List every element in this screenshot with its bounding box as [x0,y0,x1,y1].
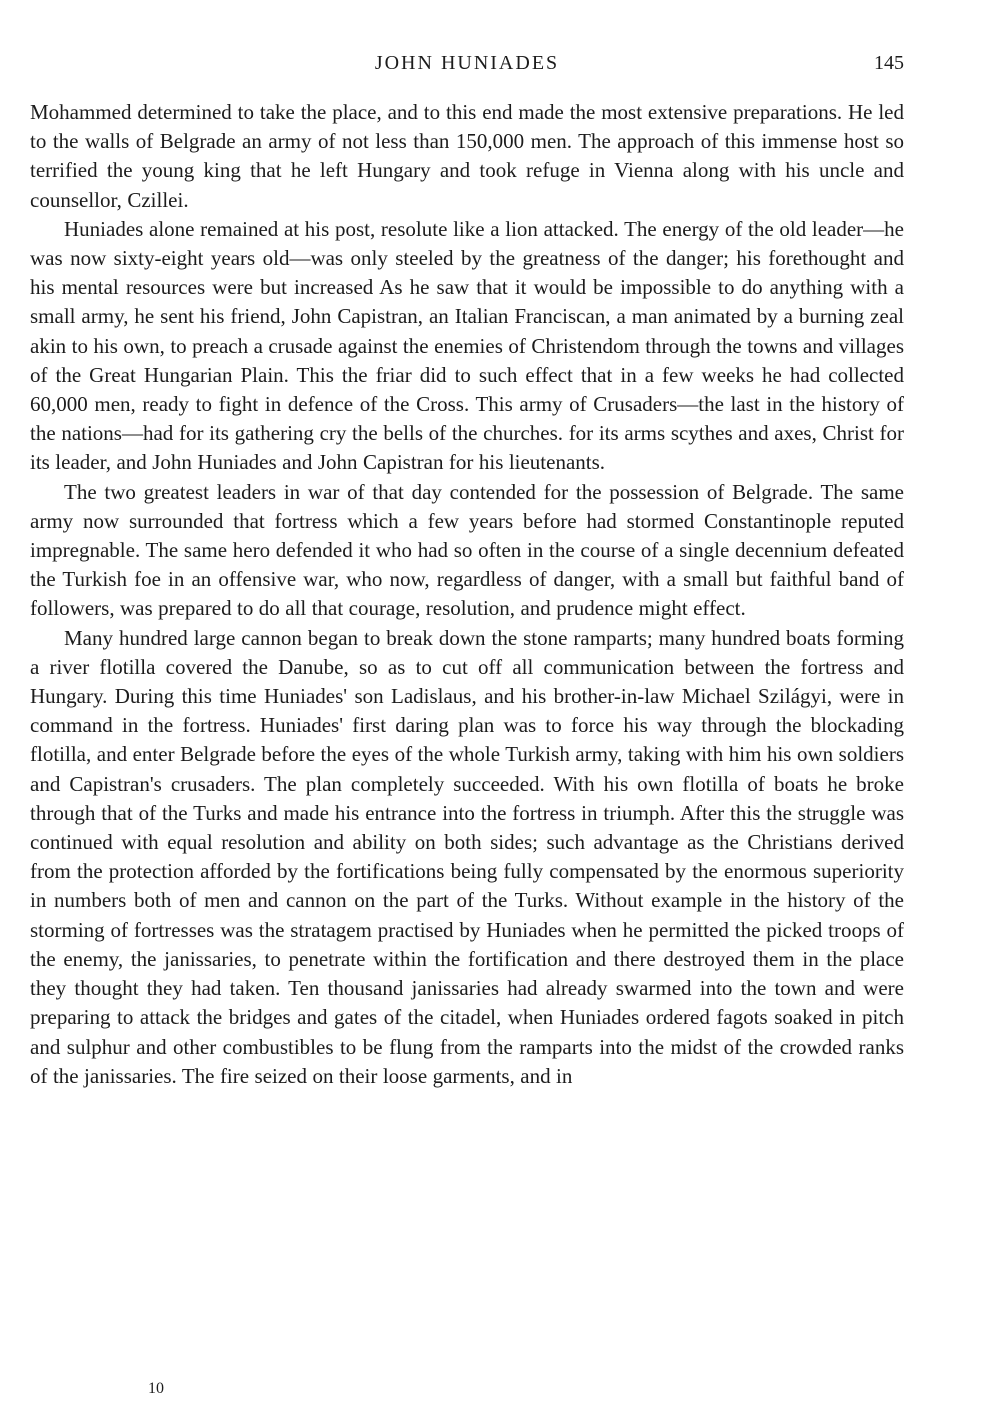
running-head [30,52,904,82]
paragraph-3: The two greatest leaders in war of that day contended for the possession of Belgrade. The same army now surrounded that fortress which a few years before had stormed Constantinople reputed impregnable. The same hero defended it who had so often in the course of a single decennium defeated the Turkish foe in an offensive war, who now, regardless of danger, with a small but faithful band of followers, was prepared to do all that courage, resolution, and prudence might effect. [30,479,904,621]
signature-mark: 10 [148,1380,164,1397]
book-page [30,0,904,1420]
paragraph-1: Mohammed determined to take the place, and to this end made the most extensive preparations. He led to the walls of Belgrade an army of not less than 150,000 men. The approach of this immense host so terrified the young king that he left Hungary and took refuge in Vienna along with his uncle and counsellor, Czillei. [30,100,904,212]
page-number: 145 [874,52,904,74]
paragraph-2: Huniades alone remained at his post, resolute like a lion attacked. The energy of the old leader—he was now sixty-eight years old—was only steeled by the greatness of the danger; his forethought and his mental resources were but increased As he saw that it would be impossible to do anything with a small army, he sent his friend, John Capistran, an Italian Franciscan, a man animated by a burning zeal akin to his own, to preach a crusade against the enemies of Christendom through the towns and villages of the Great Hungarian Plain. This the friar did to such effect that in a few weeks he had collected 60,000 men, ready to fight in defence of the Cross. This army of Crusaders—the last in the history of the nations—had for its gathering cry the bells of the churches. for its arms scythes and axes, Christ for its leader, and John Huniades and John Capistran for his lieutenants. [30,216,904,475]
running-title: JOHN HUNIADES [374,52,560,74]
body-text [30,98,904,1091]
paragraph-4: Many hundred large cannon began to break down the stone ramparts; many hundred boats forming a river flotilla covered the Danube, so as to cut off all communication between the fortress and Hungary. During this time Huniades' son Ladislaus, and his brother-in-law Michael Szilágyi, were in command in the fortress. Huniades' first daring plan was to force his way through the blockading flotilla, and enter Belgrade before the eyes of the whole Turkish army, taking with him his own soldiers and Capistran's crusaders. The plan completely succeeded. With his own flotilla of boats he broke through that of the Turks and made his entrance into the fortress in triumph. After this the struggle was continued with equal resolution and ability on both sides; such advantage as the Christians derived from the protection afforded by the fortifications being fully compensated by the enormous superiority in numbers both of men and cannon on the part of the Turks. Without example in the history of the storming of fortresses was the stratagem practised by Huniades when he permitted the picked troops of the enemy, the janissaries, to penetrate within the fortification and there destroyed them in the place they thought they had taken. Ten thousand janissaries had already swarmed into the town and were preparing to attack the bridges and gates of the citadel, when Huniades ordered fagots soaked in pitch and sulphur and other combustibles to be flung from the ramparts into the midst of the crowded ranks of the janissaries. The fire seized on their loose garments, and in [30,625,904,1088]
